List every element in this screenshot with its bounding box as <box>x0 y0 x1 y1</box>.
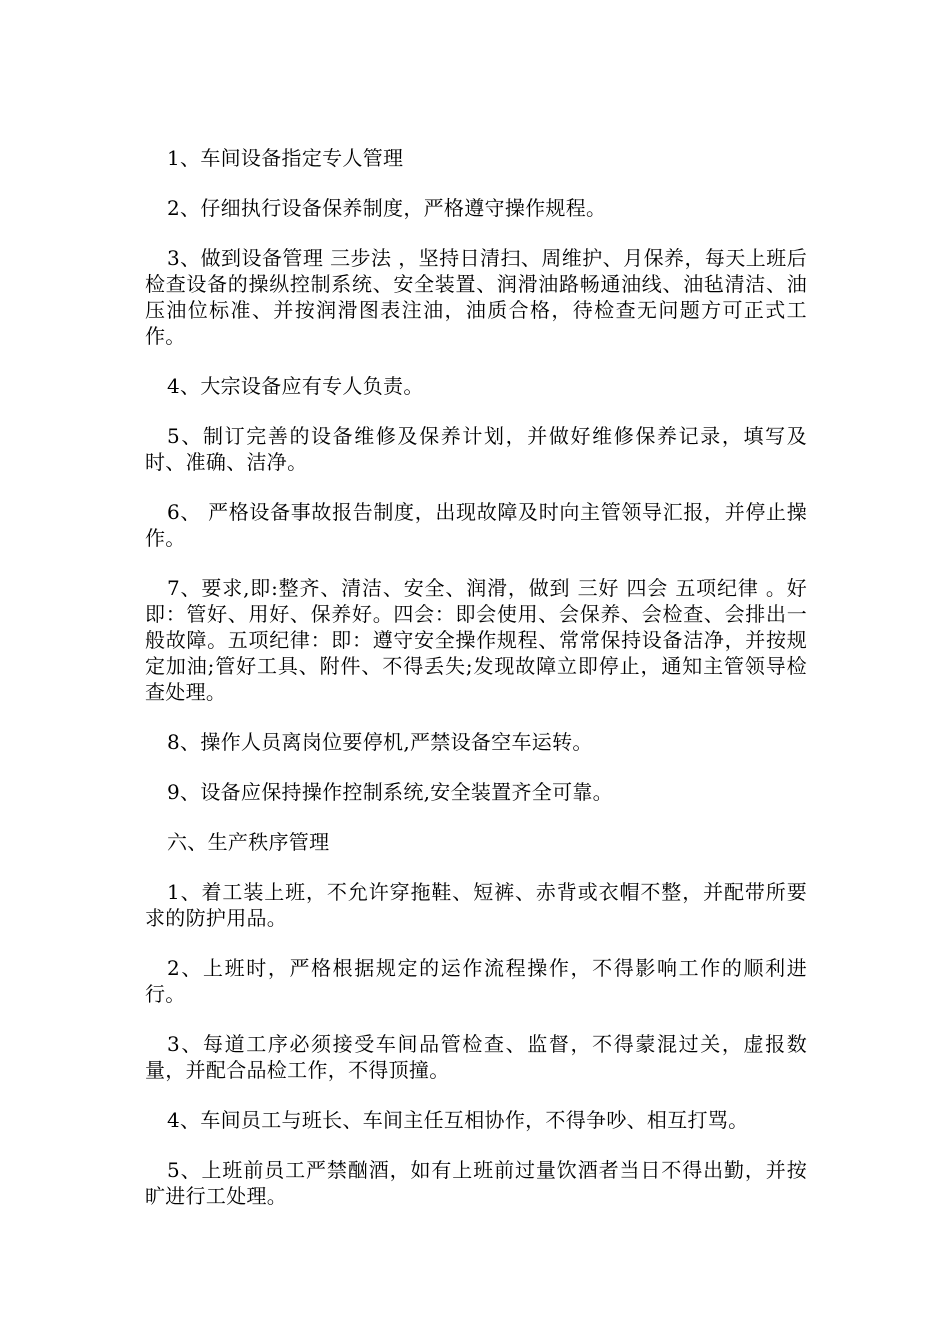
paragraph-10: 1、着工装上班，不允许穿拖鞋、短裤、赤背或衣帽不整，并配带所要求的防护用品。 <box>145 880 807 930</box>
paragraph-14: 5、上班前员工严禁酗酒，如有上班前过量饮酒者当日不得出勤，并按旷进行工处理。 <box>145 1158 807 1208</box>
paragraph-2: 2、仔细执行设备保养制度，严格遵守操作规程。 <box>167 196 607 220</box>
paragraph-9: 9、设备应保持操作控制系统,安全装置齐全可靠。 <box>167 780 613 804</box>
paragraph-12: 3、每道工序必须接受车间品管检查、监督，不得蒙混过关，虚报数量，并配合品检工作，不得顶撞。 <box>145 1032 807 1082</box>
paragraph-13: 4、车间员工与班长、车间主任互相协作，不得争吵、相互打骂。 <box>167 1108 749 1132</box>
paragraph-6: 6、 严格设备事故报告制度，出现故障及时向主管领导汇报，并停止操作。 <box>145 500 807 550</box>
section-heading-production-order: 六、生产秩序管理 <box>167 830 330 854</box>
paragraph-7: 7、要求,即:整齐、清洁、安全、润滑，做到 三好 四会 五项纪律 。好即：管好、用好、保养好。四会：即会使用、会保养、会检查、会排出一般故障。五项纪律：即：遵守安全操作规程、常常保持设备洁净，并按规定加油;管好工具、附件、不得丢失;发现故障立即停止，通知主管领导检查处理。 <box>145 576 807 704</box>
paragraph-5: 5、制订完善的设备维修及保养计划，并做好维修保养记录，填写及时、准确、洁净。 <box>145 424 807 474</box>
paragraph-8: 8、操作人员离岗位要停机,严禁设备空车运转。 <box>167 730 593 754</box>
paragraph-11: 2、上班时，严格根据规定的运作流程操作，不得影响工作的顺利进行。 <box>145 956 807 1006</box>
paragraph-3: 3、做到设备管理 三步法 ，坚持日清扫、周维护、月保养，每天上班后检查设备的操纵控制系统、安全装置、润滑油路畅通油线、油毡清洁、油压油位标准、并按润滑图表注油，油质合格，待检查无问题方可正式工作。 <box>145 246 807 348</box>
paragraph-1: 1、车间设备指定专人管理 <box>167 146 404 170</box>
document-page <box>145 145 807 1233</box>
paragraph-4: 4、大宗设备应有专人负责。 <box>167 374 424 398</box>
